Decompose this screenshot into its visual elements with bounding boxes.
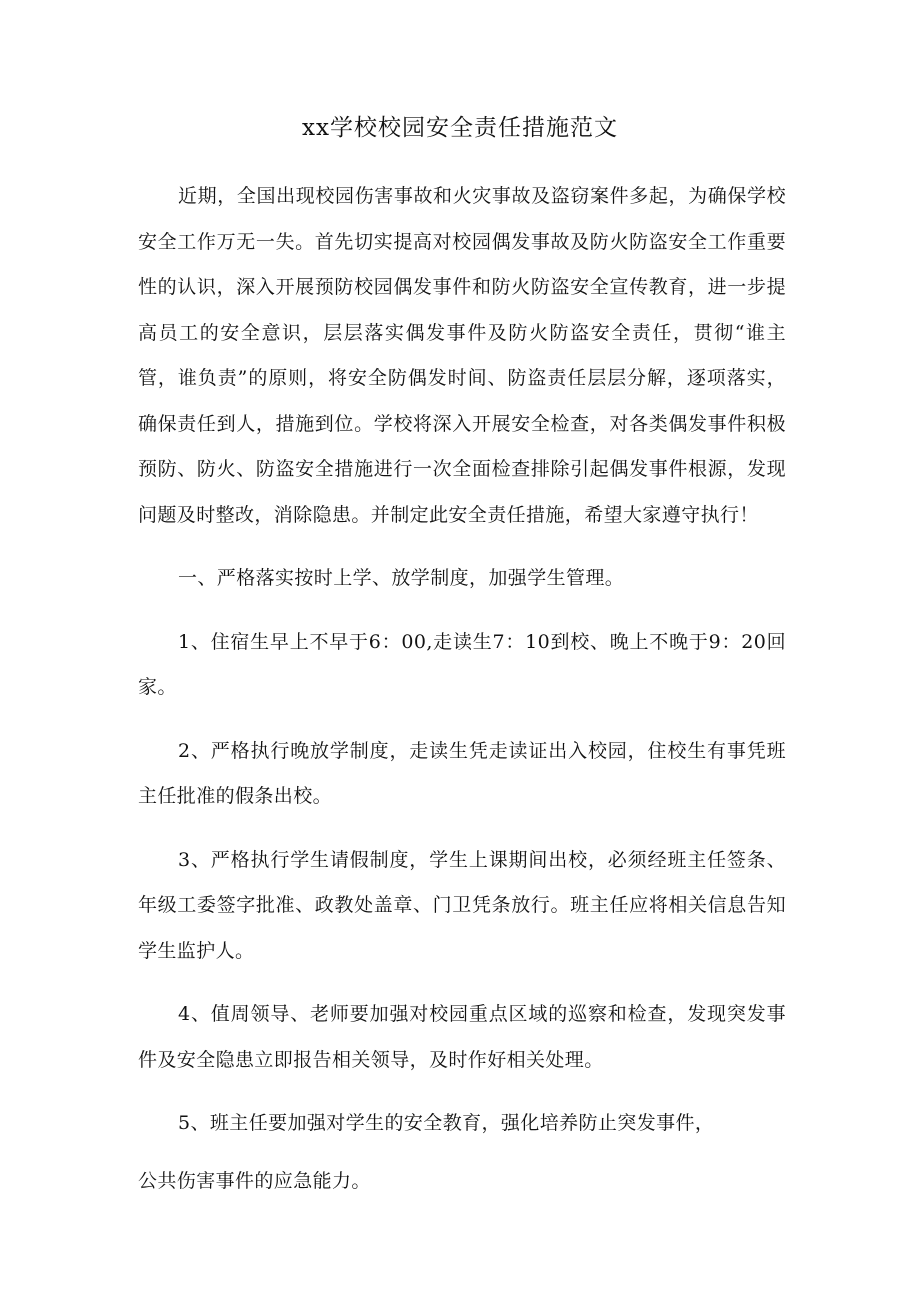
paragraph-item-5-continued: 公共伤害事件的应急能力。 (138, 1169, 371, 1192)
document-title: xx学校校园安全责任措施范文 (302, 115, 618, 141)
document-body (138, 174, 786, 1204)
paragraph-item-3: 3、严格执行学生请假制度，学生上课期间出校，必须经班主任签条、年级工委签字批准、政教处盖章、门卫凭条放行。班主任应将相关信息告知学生监护人。 (138, 848, 786, 962)
paragraph-item-1: 1、住宿生早上不早于6：00,走读生7：10到校、晚上不晚于9：20回家。 (138, 630, 786, 698)
paragraph-item-2: 2、严格执行晚放学制度，走读生凭走读证出入校园，住校生有事凭班主任批准的假条出校。 (138, 739, 786, 807)
paragraph-section-1-heading: 一、严格落实按时上学、放学制度，加强学生管理。 (178, 567, 625, 589)
paragraph-item-4: 4、值周领导、老师要加强对校园重点区域的巡察和检查，发现突发事件及安全隐患立即报告相关领导，及时作好相关处理。 (138, 1003, 786, 1071)
paragraph-item-5: 5、班主任要加强对学生的安全教育，强化培养防止突发事件， (178, 1112, 715, 1134)
paragraph-intro: 近期，全国出现校园伤害事故和火灾事故及盗窃案件多起，为确保学校安全工作万无一失。首先切实提高对校园偶发事故及防火防盗安全工作重要性的认识，深入开展预防校园偶发事件和防火防盗安全宣传教育，进一步提高员工的安全意识，层层落实偶发事件及防火防盗安全责任，贯彻“谁主管，谁负责”的原则，将安全防偶发时间、防盗责任层层分解，逐项落实，确保责任到人，措施到位。学校将深入开展安全检查，对各类偶发事件积极预防、防火、防盗安全措施进行一次全面检查排除引起偶发事件根源，发现问题及时整改，消除隐患。并制定此安全责任措施，希望大家遵守执行！ (138, 185, 786, 526)
